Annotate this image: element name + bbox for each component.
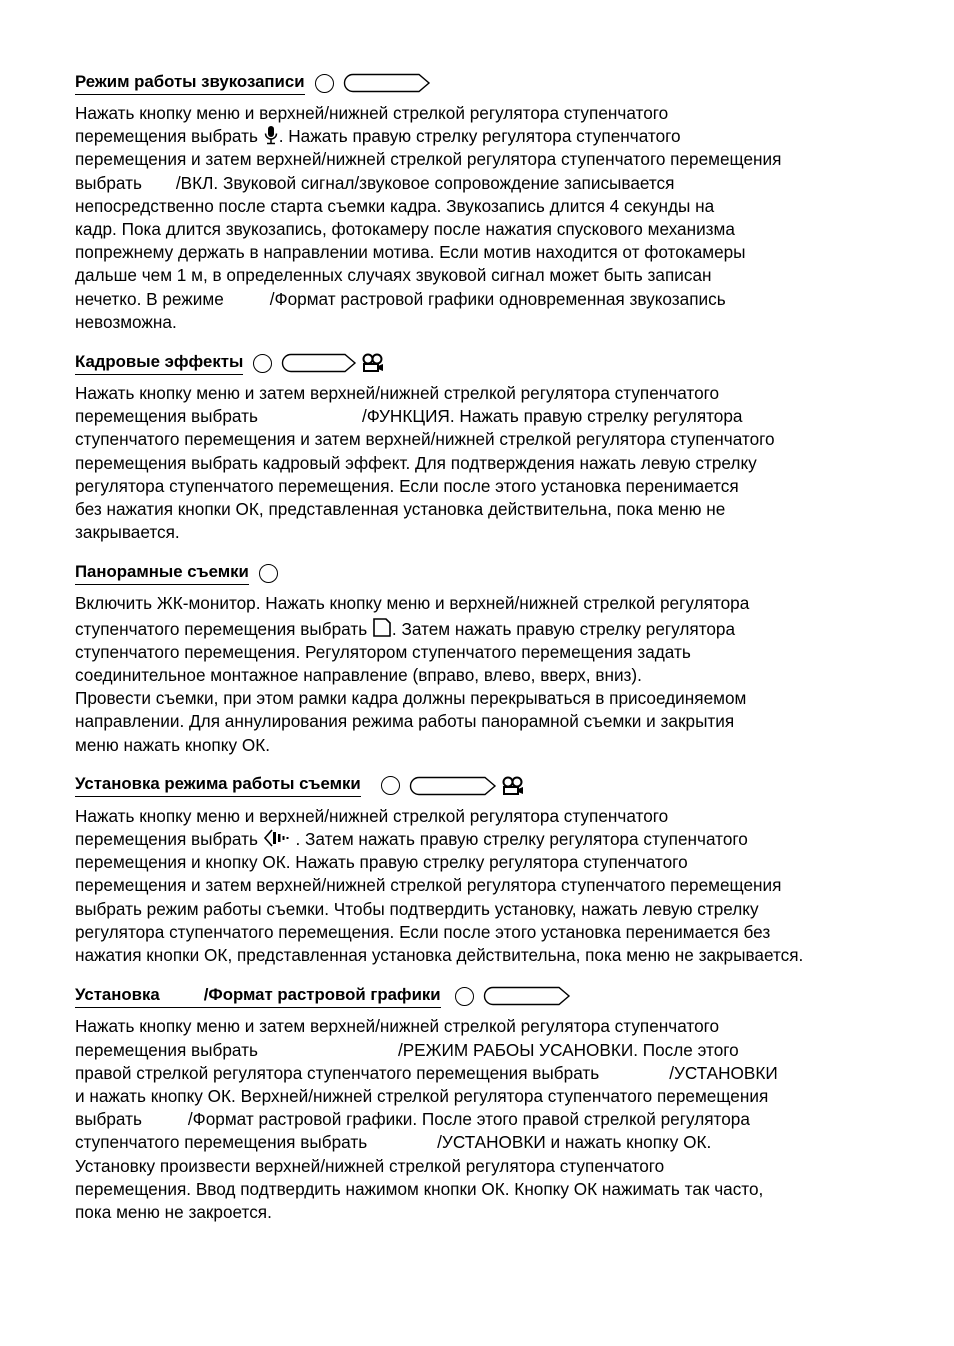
- section-heading: Кадровые эффекты: [75, 352, 243, 375]
- text-line: ступенчатого перемещения и затем верхней/нижней стрелкой регулятора ступенчатого: [75, 429, 775, 450]
- heading-row: [75, 773, 890, 799]
- text-line: кадр. Пока длится звукозапись, фотокамеру после нажатия спускового механизма: [75, 219, 735, 240]
- mode-icons: [381, 776, 525, 796]
- mode-icons: [315, 73, 431, 93]
- text-line: непосредственно после старта съемки кадра. Звукозапись длится 4 секунды на: [75, 195, 715, 216]
- movie-camera-icon: [501, 776, 525, 796]
- text-line: без нажатия кнопки ОК, представленная установка действительна, пока меню не: [75, 499, 726, 520]
- section-heading: Установка режима работы съемки: [75, 774, 361, 797]
- section-heading: Установка /Формат растровой графики: [75, 985, 441, 1008]
- dial-position-icon: [281, 353, 357, 373]
- text-line: Нажать кнопку меню и верхней/нижней стрелкой регулятора ступенчатого: [75, 805, 669, 826]
- text-line: ступенчатого перемещения выбрать /УСТАНОВКИ и нажать кнопку ОК.: [75, 1132, 712, 1153]
- text-line: правой стрелкой регулятора ступенчатого перемещения выбрать /УСТАНОВКИ: [75, 1062, 778, 1083]
- circle-mode-icon: [455, 987, 474, 1006]
- text-line: выбрать /ВКЛ. Звуковой сигнал/звуковое сопровождение записывается: [75, 172, 675, 193]
- section-panorama: [75, 560, 890, 756]
- heading-row: [75, 560, 890, 586]
- text-line: невозможна.: [75, 311, 177, 332]
- text-line: Установку произвести верхней/нижней стрелкой регулятора ступенчатого: [75, 1155, 665, 1176]
- text-line: регулятора ступенчатого перемещения. Если после этого установка перенимается: [75, 475, 739, 496]
- section-heading: Режим работы звукозаписи: [75, 72, 305, 95]
- text-line: соединительное монтажное направление (вправо, влево, вверх, вниз).: [75, 665, 642, 686]
- text-line: и нажать кнопку ОК. Верхней/нижней стрелкой регулятора ступенчатого перемещения: [75, 1085, 769, 1106]
- text-line: нечетко. В режиме /Формат растровой графики одновременная звукозапись: [75, 288, 726, 309]
- text-line: Провести съемки, при этом рамки кадра должны перекрываться в присоединяемом: [75, 688, 747, 709]
- section-heading: Панорамные съемки: [75, 562, 249, 585]
- text-line: перемещения и затем верхней/нижней стрелкой регулятора ступенчатого перемещения: [75, 149, 782, 170]
- text-line: перемещения выбрать кадровый эффект. Для подтверждения нажать левую стрелку: [75, 452, 757, 473]
- circle-mode-icon: [259, 564, 278, 583]
- text-line: закрывается.: [75, 522, 180, 543]
- section-sound-recording: [75, 70, 890, 334]
- microphone-icon: [263, 125, 279, 145]
- dial-position-icon: [483, 986, 571, 1006]
- dial-position-icon: [343, 73, 431, 93]
- text-line: перемещения и затем верхней/нижней стрелкой регулятора ступенчатого перемещения: [75, 875, 782, 896]
- text-line: Включить ЖК-монитор. Нажать кнопку меню и верхней/нижней стрелкой регулятора: [75, 593, 750, 614]
- text-line: перемещения и кнопку ОК. Нажать правую стрелку регулятора ступенчатого: [75, 852, 688, 873]
- panorama-frame-icon: [372, 616, 392, 638]
- text-line: Нажать кнопку меню и затем верхней/нижней стрелкой регулятора ступенчатого: [75, 1016, 720, 1037]
- dial-position-icon: [409, 776, 497, 796]
- text-line: попрежнему держать в направлении мотива. Если мотив находится от фотокамеры: [75, 242, 746, 263]
- text-line: ступенчатого перемещения. Регулятором ступенчатого перемещения задать: [75, 641, 691, 662]
- circle-mode-icon: [315, 74, 334, 93]
- heading-row: [75, 350, 890, 376]
- text-line: перемещения. Ввод подтвердить нажимом кнопки ОК. Кнопку ОК нажимать так часто,: [75, 1178, 764, 1199]
- text-line: перемещения выбрать . Затем нажать правую стрелку регулятора ступенчатого: [75, 829, 748, 850]
- text-line: направлении. Для аннулирования режима работы панорамной съемки и закрытия: [75, 711, 735, 732]
- mode-icons: [455, 986, 571, 1006]
- text-line: перемещения выбрать /ФУНКЦИЯ. Нажать правую стрелку регулятора: [75, 406, 743, 427]
- heading-row: [75, 983, 890, 1009]
- text-line: пока меню не закроется.: [75, 1201, 272, 1222]
- heading-row: [75, 70, 890, 96]
- text-line: ступенчатого перемещения выбрать . Затем нажать правую стрелку регулятора: [75, 616, 890, 641]
- section-frame-effects: [75, 350, 890, 544]
- text-line: Нажать кнопку меню и верхней/нижней стрелкой регулятора ступенчатого: [75, 103, 669, 123]
- text-line: перемещения выбрать . Нажать правую стрелку регулятора ступенчатого: [75, 126, 681, 147]
- text-line: нажатия кнопки ОК, представленная установка действительна, пока меню не закрывается.: [75, 945, 804, 966]
- mode-icons: [259, 564, 278, 583]
- text-line: Нажать кнопку меню и затем верхней/нижней стрелкой регулятора ступенчатого: [75, 383, 720, 404]
- text-line: перемещения выбрать /РЕЖИМ РАБОЫ УСАНОВКИ. После этого: [75, 1039, 739, 1060]
- continuous-shot-icon: [263, 828, 291, 848]
- text-line: дальше чем 1 м, в определенных случаях звуковой сигнал может быть записан: [75, 265, 712, 286]
- section-image-format: [75, 983, 890, 1224]
- text-line: выбрать режим работы съемки. Чтобы подтвердить установку, нажать левую стрелку: [75, 898, 759, 919]
- circle-mode-icon: [253, 354, 272, 373]
- text-line: меню нажать кнопку ОК.: [75, 734, 270, 755]
- mode-icons: [253, 353, 385, 373]
- movie-camera-icon: [361, 353, 385, 373]
- text-line: выбрать /Формат растровой графики. После этого правой стрелкой регулятора: [75, 1109, 750, 1130]
- circle-mode-icon: [381, 776, 400, 795]
- section-shooting-mode: [75, 773, 890, 967]
- text-line: регулятора ступенчатого перемещения. Если после этого установка перенимается без: [75, 921, 771, 942]
- document-page: [75, 70, 890, 1240]
